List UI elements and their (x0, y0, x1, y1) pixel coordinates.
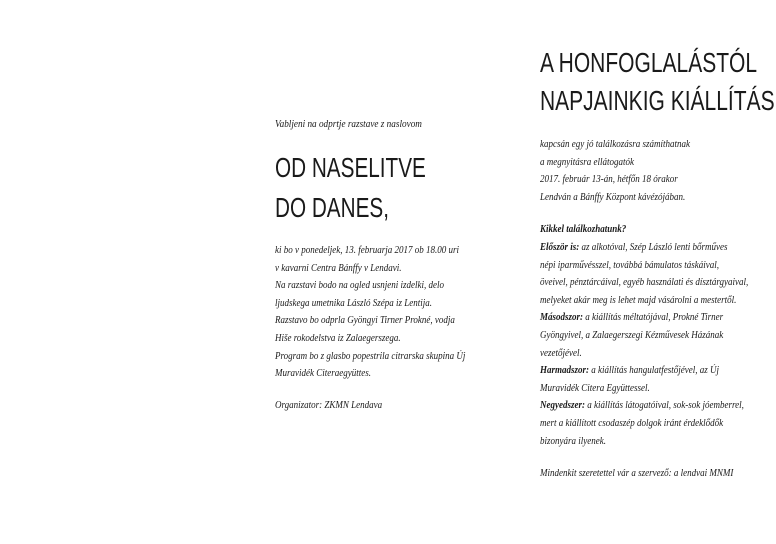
detail-line: ljudskega umetnika László Szépa iz Lentija. (275, 297, 433, 309)
closing-text: Mindenkit szeretettel vár a szervező: a lendvai MNMI (540, 468, 734, 480)
first-label: Először is: (540, 241, 580, 253)
first-item-line: népi iparművésszel, továbbá bámulatos táskáival, (540, 259, 719, 271)
second-item-line: vezetőjével. (540, 347, 582, 359)
detail-line: ki bo v ponedeljek, 13. februarja 2017 ob 18.00 uri (275, 245, 459, 256)
title-line-2: DO DANES, (275, 192, 389, 223)
fourth-item (540, 397, 749, 415)
organizer-text: Organizator: ZKMN Lendava (275, 399, 383, 411)
fourth-item-line: mert a kiállított csodaszép dolgok iránt érdeklődők (540, 417, 724, 429)
fourth-label: Negyedszer: (540, 400, 585, 412)
second-label: Másodszor: (540, 312, 584, 324)
hungarian-column (540, 44, 775, 483)
title-line-1: A HONFOGLALÁSTÓL (540, 47, 758, 78)
exhibition-title-hungarian (540, 44, 775, 120)
title-line-1: OD NASELITVE (275, 152, 426, 183)
organizer-note (275, 397, 505, 415)
detail-line: v kavarni Centra Bánffy v Lendavi. (275, 262, 402, 274)
second-item (540, 309, 749, 327)
first-item-line: melyeket akár meg is lehet majd vásárolni a mestertől. (540, 294, 737, 306)
event-lead (540, 136, 772, 206)
second-item-line: Gyöngyivel, a Zalaegerszegi Kézművesek Házának (540, 329, 724, 341)
meet-section (540, 221, 772, 450)
third-item (540, 362, 749, 380)
lead-line: Lendván a Bánffy Központ kávézójában. (540, 191, 686, 203)
title-line-2: NAPJAINKIG KIÁLLÍTÁS (540, 85, 775, 116)
slovenian-column (275, 118, 505, 414)
lead-line: 2017. február 13-án, hétfőn 18 órakor (540, 174, 678, 186)
third-label: Harmadszor: (540, 365, 590, 377)
first-item (540, 239, 749, 257)
first-item-line: öveivel, pénztárcáival, egyéb használati és dísztárgyaival, (540, 277, 749, 289)
third-text: a kiállítás hangulatfestőjével, az Új (589, 365, 720, 377)
detail-line: Program bo z glasbo popestrila citrarska skupina Új (275, 350, 466, 362)
question-heading: Kikkel találkozhatunk? (540, 224, 627, 236)
third-item-line: Muravidék Citera Együttessel. (540, 382, 650, 394)
detail-line: Na razstavi bodo na ogled usnjeni izdelki, delo (275, 280, 444, 292)
detail-line: Hiše rokodelstva iz Zalaegerszega. (275, 332, 401, 344)
detail-line: Razstavo bo odprla Gyöngyi Tirner Prokné, vodja (275, 315, 455, 327)
invitation-intro: Vabljeni na odprtje razstave z naslovom (275, 119, 422, 130)
closing-note (540, 465, 772, 483)
fourth-item-line: bizonyára ilyenek. (540, 435, 606, 447)
lead-line: a megnyitásra ellátogatók (540, 156, 634, 168)
fourth-text: a kiállítás látogatóival, sok-sok jóemberrel, (584, 400, 744, 412)
event-details (275, 242, 505, 383)
detail-line: Muravidék Citeraegyüttes. (275, 368, 371, 380)
first-text: az alkotóval, Szép László lenti bőrműves (579, 241, 728, 253)
exhibition-title-slovenian (275, 148, 445, 228)
second-text: a kiállítás méltatójával, Prokné Tirner (583, 312, 724, 324)
lead-line: kapcsán egy jó találkozásra számíthatnak (540, 139, 690, 150)
